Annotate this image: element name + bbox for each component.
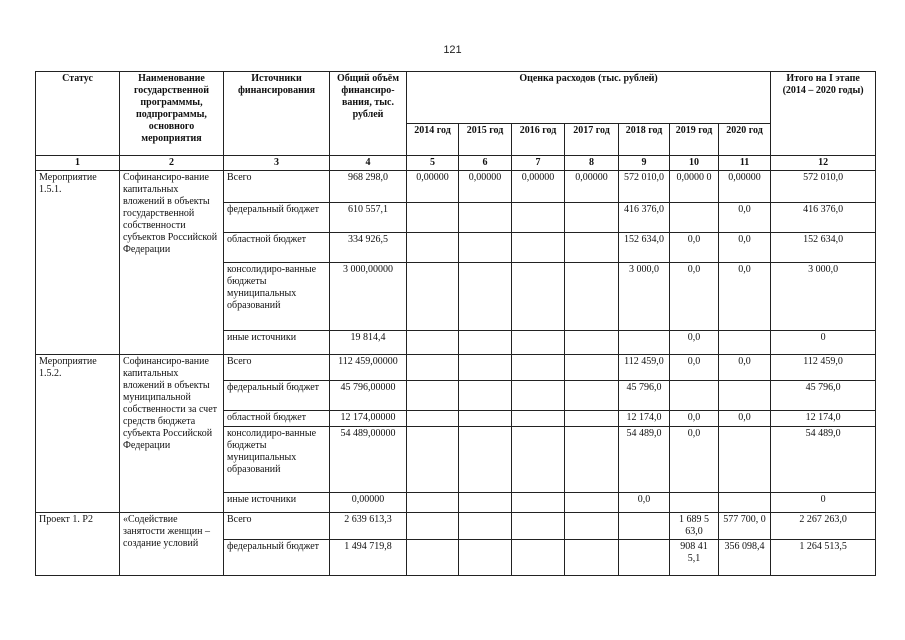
year-cell	[565, 411, 619, 427]
year-cell: 112 459,0	[619, 355, 670, 381]
stage-total-cell: 112 459,0	[771, 355, 876, 381]
stage-total-cell: 54 489,0	[771, 427, 876, 493]
year-cell: 152 634,0	[619, 233, 670, 263]
year-cell	[407, 331, 459, 355]
column-number: 4	[330, 156, 407, 171]
program-name-cell: Софинансиро-вание капитальных вложений в объекты муниципальной собственности за счет средств бюджета субъекта Российской Федерации	[120, 355, 224, 513]
column-number: 6	[459, 156, 512, 171]
year-cell	[565, 381, 619, 411]
year-cell	[512, 513, 565, 540]
stage-total-cell: 45 796,0	[771, 381, 876, 411]
total-cell: 54 489,00000	[330, 427, 407, 493]
stage-total-cell: 572 010,0	[771, 171, 876, 203]
status-cell: Мероприятие 1.5.2.	[36, 355, 120, 513]
year-cell	[407, 540, 459, 576]
source-cell: областной бюджет	[224, 411, 330, 427]
year-cell: 0,00000	[459, 171, 512, 203]
year-cell	[407, 203, 459, 233]
year-cell: 572 010,0	[619, 171, 670, 203]
stage-total-cell: 3 000,0	[771, 263, 876, 331]
year-cell	[619, 331, 670, 355]
total-cell: 12 174,00000	[330, 411, 407, 427]
year-cell	[565, 493, 619, 513]
header-year: 2014 год	[407, 124, 459, 156]
year-cell	[407, 263, 459, 331]
stage-total-cell: 416 376,0	[771, 203, 876, 233]
year-cell	[670, 203, 719, 233]
year-cell: 0,00000	[719, 171, 771, 203]
year-cell: 0,00000	[565, 171, 619, 203]
year-cell	[512, 263, 565, 331]
budget-table	[35, 71, 876, 576]
column-number: 11	[719, 156, 771, 171]
source-cell: Всего	[224, 355, 330, 381]
header-expense-estimate: Оценка расходов (тыс. рублей)	[407, 72, 771, 124]
year-cell	[719, 493, 771, 513]
total-cell: 19 814,4	[330, 331, 407, 355]
total-cell: 610 557,1	[330, 203, 407, 233]
header-funding-sources: Источники финансирования	[224, 72, 330, 156]
header-year: 2015 год	[459, 124, 512, 156]
year-cell: 0,0	[670, 355, 719, 381]
stage-total-cell: 0	[771, 331, 876, 355]
year-cell: 0,0000 0	[670, 171, 719, 203]
year-cell: 0,0	[719, 355, 771, 381]
year-cell	[565, 203, 619, 233]
year-cell: 0,0	[670, 411, 719, 427]
program-name-cell: «Содействие занятости женщин – создание условий	[120, 513, 224, 576]
year-cell	[407, 233, 459, 263]
source-cell: консолидиро-ванные бюджеты муниципальных образований	[224, 427, 330, 493]
table-row	[36, 513, 876, 540]
status-cell: Мероприятие 1.5.1.	[36, 171, 120, 355]
source-cell: федеральный бюджет	[224, 203, 330, 233]
year-cell: 0,0	[719, 203, 771, 233]
year-cell: 12 174,0	[619, 411, 670, 427]
year-cell	[407, 427, 459, 493]
header-year: 2019 год	[670, 124, 719, 156]
year-cell	[459, 540, 512, 576]
total-cell: 2 639 613,3	[330, 513, 407, 540]
header-program-name: Наименование государственной программмы, подпрограммы, основного мероприятия	[120, 72, 224, 156]
column-number: 1	[36, 156, 120, 171]
stage-total-cell: 12 174,0	[771, 411, 876, 427]
column-number: 9	[619, 156, 670, 171]
year-cell	[407, 411, 459, 427]
source-cell: Всего	[224, 513, 330, 540]
year-cell: 45 796,0	[619, 381, 670, 411]
year-cell: 0,0	[719, 233, 771, 263]
total-cell: 0,00000	[330, 493, 407, 513]
year-cell	[407, 381, 459, 411]
year-cell	[512, 233, 565, 263]
year-cell	[719, 381, 771, 411]
year-cell: 0,00000	[407, 171, 459, 203]
source-cell: иные источники	[224, 331, 330, 355]
total-cell: 1 494 719,8	[330, 540, 407, 576]
year-cell: 0,0	[619, 493, 670, 513]
year-cell: 0,0	[670, 331, 719, 355]
total-cell: 112 459,00000	[330, 355, 407, 381]
year-cell: 0,0	[670, 427, 719, 493]
source-cell: областной бюджет	[224, 233, 330, 263]
column-number: 10	[670, 156, 719, 171]
year-cell	[565, 263, 619, 331]
year-cell	[619, 540, 670, 576]
header-year: 2016 год	[512, 124, 565, 156]
column-number: 7	[512, 156, 565, 171]
source-cell: иные источники	[224, 493, 330, 513]
year-cell: 0,0	[670, 263, 719, 331]
stage-total-cell: 2 267 263,0	[771, 513, 876, 540]
year-cell	[565, 540, 619, 576]
header-status: Статус	[36, 72, 120, 156]
year-cell	[565, 513, 619, 540]
year-cell: 0,0	[670, 233, 719, 263]
year-cell	[512, 411, 565, 427]
year-cell	[719, 427, 771, 493]
year-cell: 416 376,0	[619, 203, 670, 233]
year-cell	[670, 493, 719, 513]
column-number: 2	[120, 156, 224, 171]
source-cell: федеральный бюджет	[224, 381, 330, 411]
year-cell: 0,00000	[512, 171, 565, 203]
stage-total-cell: 152 634,0	[771, 233, 876, 263]
source-cell: консолидиро-ванные бюджеты муниципальных образований	[224, 263, 330, 331]
year-cell	[719, 331, 771, 355]
year-cell	[512, 427, 565, 493]
year-cell	[565, 427, 619, 493]
year-cell	[512, 331, 565, 355]
year-cell	[459, 263, 512, 331]
header-year: 2018 год	[619, 124, 670, 156]
year-cell	[459, 203, 512, 233]
header-year: 2020 год	[719, 124, 771, 156]
table-row	[36, 171, 876, 203]
year-cell: 908 41 5,1	[670, 540, 719, 576]
column-numbers-row	[36, 156, 876, 171]
year-cell	[512, 203, 565, 233]
year-cell	[512, 355, 565, 381]
year-cell	[512, 493, 565, 513]
total-cell: 968 298,0	[330, 171, 407, 203]
year-cell: 54 489,0	[619, 427, 670, 493]
status-cell: Проект 1. Р2	[36, 513, 120, 576]
source-cell: Всего	[224, 171, 330, 203]
table-row	[36, 355, 876, 381]
year-cell	[565, 233, 619, 263]
year-cell	[459, 331, 512, 355]
column-number: 12	[771, 156, 876, 171]
year-cell	[565, 355, 619, 381]
column-number: 8	[565, 156, 619, 171]
header-year: 2017 год	[565, 124, 619, 156]
year-cell	[459, 355, 512, 381]
year-cell	[459, 513, 512, 540]
year-cell	[512, 381, 565, 411]
year-cell: 577 700, 0	[719, 513, 771, 540]
header-stage-total: Итого на I этапе (2014 – 2020 годы)	[771, 72, 876, 156]
year-cell	[459, 381, 512, 411]
total-cell: 334 926,5	[330, 233, 407, 263]
year-cell	[459, 493, 512, 513]
stage-total-cell: 0	[771, 493, 876, 513]
year-cell	[407, 513, 459, 540]
program-name-cell: Софинансиро-вание капитальных вложений в объекты государственной собственности субъектов Российской Федерации	[120, 171, 224, 355]
header-total-funding: Общий объём финансиро-вания, тыс. рублей	[330, 72, 407, 156]
source-cell: федеральный бюджет	[224, 540, 330, 576]
year-cell	[670, 381, 719, 411]
column-number: 5	[407, 156, 459, 171]
year-cell: 3 000,0	[619, 263, 670, 331]
column-number: 3	[224, 156, 330, 171]
year-cell	[407, 493, 459, 513]
year-cell	[407, 355, 459, 381]
year-cell: 0,0	[719, 263, 771, 331]
year-cell: 0,0	[719, 411, 771, 427]
page-number: 121	[443, 44, 462, 56]
year-cell	[565, 331, 619, 355]
stage-total-cell: 1 264 513,5	[771, 540, 876, 576]
year-cell	[619, 513, 670, 540]
year-cell	[459, 411, 512, 427]
year-cell	[512, 540, 565, 576]
total-cell: 45 796,00000	[330, 381, 407, 411]
year-cell: 1 689 5 63,0	[670, 513, 719, 540]
year-cell	[459, 427, 512, 493]
year-cell: 356 098,4	[719, 540, 771, 576]
total-cell: 3 000,00000	[330, 263, 407, 331]
year-cell	[459, 233, 512, 263]
